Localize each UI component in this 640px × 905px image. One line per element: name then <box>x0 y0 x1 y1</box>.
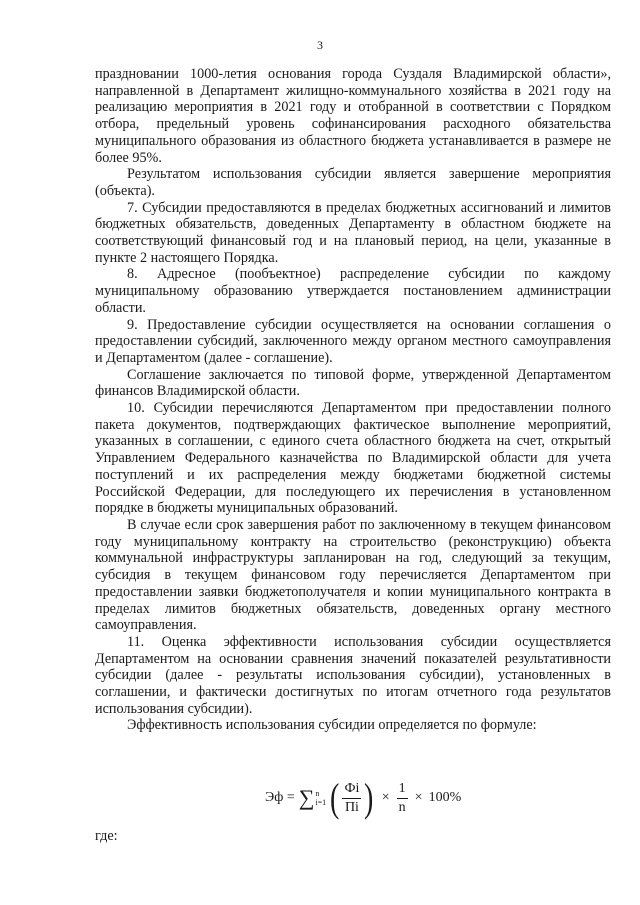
times-operator-2: × <box>414 790 423 805</box>
times-operator: × <box>381 790 390 805</box>
fraction-numerator: Фi <box>342 781 361 799</box>
paragraph-contract: В случае если срок завершения работ по заключенному в текущем финансовом году муниципальному контракту на строительство (реконструкцию) объекта коммунальной инфраструктуры запланирован на год, следующий за текущим, субсидия в текущем финансовом году перечисляется Департаментом при предоставлении заявки бюджетополучателя и копии муниципального контракта в пределах лимитов бюджетных обязательств, доведенных органу местного самоуправления. <box>95 516 611 634</box>
fraction-n: n <box>398 799 406 815</box>
paragraph-formula-intro: Эффективность использования субсидии определяется по формуле: <box>127 717 537 734</box>
body-text <box>95 66 611 734</box>
paragraph-11: 11. Оценка эффективности использования субсидии осуществляется Департаментом на основании сравнения значений показателей результативности субсидии (далее - результаты использования субсидии), установленных в соглашении, и фактически достигнутых по итогам отчетного года результатов использования субсидии). <box>95 633 611 717</box>
fraction-denominator: Пi <box>344 799 359 815</box>
sum-symbol: ∑ <box>298 785 315 810</box>
formula-lhs: Эф = <box>265 790 295 805</box>
fraction-actual-planned <box>342 781 361 816</box>
sum-limits <box>315 789 326 807</box>
paragraph-result: Результатом использования субсидии является завершение мероприятия (объекта). <box>95 166 611 199</box>
paren-close: ) <box>364 775 374 820</box>
fraction-one-over-n <box>397 781 408 816</box>
sum-upper-limit: n <box>315 789 320 798</box>
paragraph-10: 10. Субсидии перечисляются Департаментом при предоставлении полного пакета документов, подтверждающих фактическое выполнение мероприятий, указанных в соглашении, с единого счета областного бюджета на счет, открытый Управлением Федерального казначейства по Владимирской области для учета поступлений и их распределения между бюджетами бюджетной системы Российской Федерации, для последующего их перечисления в установленном порядке в бюджеты муниципальных образований. <box>95 400 611 517</box>
paragraph-9: 9. Предоставление субсидии осуществляется на основании соглашения о предоставлении субсидий, заключенного между органом местного самоуправления и Департаментом (далее - соглашение). <box>95 316 611 366</box>
paragraph-agreement: Соглашение заключается по типовой форме, утвержденной Департаментом финансов Владимирской области. <box>95 366 611 400</box>
paren-open: ( <box>330 775 340 820</box>
page-number: 3 <box>317 38 323 52</box>
where-label: где: <box>95 828 118 844</box>
sum-lower-limit: i=1 <box>315 798 327 807</box>
paragraph-7: 7. Субсидии предоставляются в пределах бюджетных ассигнований и лимитов бюджетных обязательств, доведенных Департаменту в областном бюджете на соответствующий финансовый год и на плановый период, на цели, указанные в пункте 2 настоящего Порядка. <box>95 199 611 266</box>
efficiency-formula <box>265 775 462 820</box>
paragraph-continuation: праздновании 1000-летия основания города Суздаля Владимирской области», направленной в Департамент жилищно-коммунального хозяйства в 2021 году на реализацию мероприятия в 2021 году и отобранной в соответствии с Порядком отбора, предельный уровень софинансирования расходного обязательства муниципального образования из областного бюджета устанавливается в размере не более 95%. <box>95 66 611 166</box>
paragraph-8: 8. Адресное (пообъектное) распределение субсидии по каждому муниципальному образованию утверждается постановлением администрации области. <box>95 266 611 316</box>
fraction-one: 1 <box>397 781 408 799</box>
percent-value: 100% <box>428 790 462 805</box>
